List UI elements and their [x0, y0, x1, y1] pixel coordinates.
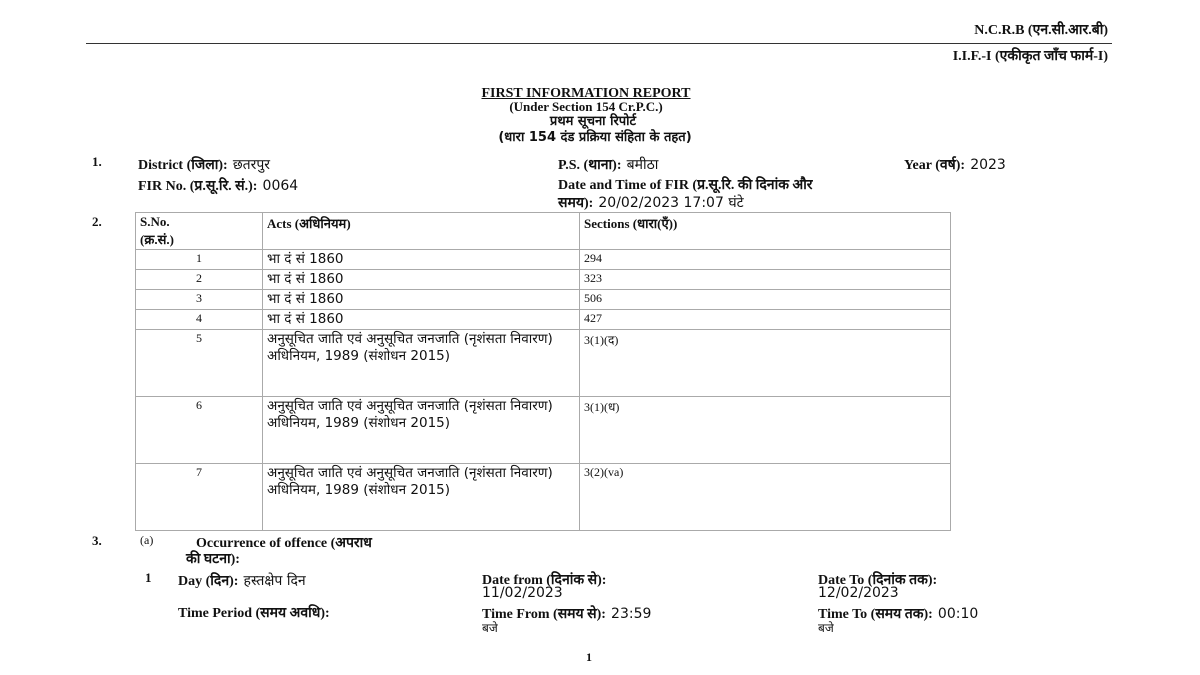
date-from-value: 11/02/2023 [482, 585, 563, 601]
row-section: 3(1)(द) [580, 330, 951, 397]
date-from-label: Date from (दिनांक से): [482, 573, 607, 588]
occurrence-row-number: 1 [145, 570, 152, 585]
table-row [136, 464, 951, 531]
year-label: Year (वर्ष): [904, 158, 966, 173]
day-value: हस्तक्षेप दिन [243, 573, 306, 589]
section-1-number: 1. [92, 154, 102, 169]
row-act: भा दं सं 1860 [263, 310, 580, 330]
ps-value: बमीठा [626, 157, 659, 173]
time-to-field [818, 603, 978, 623]
day-field [178, 570, 306, 590]
table-row [136, 397, 951, 464]
row-section: 323 [580, 270, 951, 290]
fir-datetime-field [558, 192, 744, 212]
sections-header: Sections (धारा(एँ)) [580, 213, 951, 250]
row-sno: 5 [136, 330, 263, 397]
year-value: 2023 [970, 157, 1006, 173]
sno-header-en: S.No. [140, 214, 170, 229]
row-sno: 3 [136, 290, 263, 310]
table-row [136, 250, 951, 270]
time-to-unit: बजे [818, 621, 834, 635]
report-title-hindi: प्रथम सूचना रिपोर्ट [549, 114, 637, 129]
sno-header [136, 213, 263, 250]
row-act: अनुसूचित जाति एवं अनुसूचित जनजाति (नृशंसता निवारण) अधिनियम, 1989 (संशोधन 2015) [263, 464, 580, 531]
acts-table [135, 212, 951, 531]
row-act: भा दं सं 1860 [263, 290, 580, 310]
district-label: District (जिला): [138, 158, 228, 173]
date-to-value: 12/02/2023 [818, 585, 899, 601]
acts-table-header [136, 213, 951, 250]
row-sno: 6 [136, 397, 263, 464]
section-2-number: 2. [92, 214, 102, 229]
row-section: 294 [580, 250, 951, 270]
acts-header: Acts (अधिनियम) [263, 213, 580, 250]
district-field [138, 154, 270, 174]
sno-header-hi: (क्र.सं.) [140, 232, 174, 247]
time-to-value: 00:10 [937, 606, 979, 622]
time-period-label: Time Period (समय अवधि): [178, 606, 330, 621]
report-subtitle-hindi: (धारा 154 दंड प्रक्रिया संहिता के तहत) [498, 130, 692, 145]
table-row [136, 270, 951, 290]
occurrence-label-2: की घटना): [186, 552, 240, 567]
row-section: 3(2)(va) [580, 464, 951, 531]
date-to-label: Date To (दिनांक तक): [818, 573, 938, 588]
district-value: छतरपुर [232, 157, 271, 173]
row-sno: 2 [136, 270, 263, 290]
fir-number-field [138, 175, 298, 195]
fir-datetime-value: 20/02/2023 17:07 घंटे [598, 195, 744, 211]
table-row [136, 330, 951, 397]
row-sno: 7 [136, 464, 263, 531]
row-act: अनुसूचित जाति एवं अनुसूचित जनजाति (नृशंसता निवारण) अधिनियम, 1989 (संशोधन 2015) [263, 330, 580, 397]
day-label: Day (दिन): [178, 574, 239, 589]
ps-label: P.S. (थाना): [558, 158, 622, 173]
fir-datetime-label: Date and Time of FIR (प्र.सू.रि. की दिनांक और [558, 178, 813, 193]
row-section: 3(1)(ध) [580, 397, 951, 464]
section-3-number: 3. [92, 533, 102, 548]
table-row [136, 310, 951, 330]
form-label: I.I.F.-I (एकीकृत जाँच फार्म-I) [952, 49, 1108, 64]
time-from-field [482, 603, 651, 623]
time-to-label: Time To (समय तक): [818, 607, 933, 622]
report-title-main: FIRST INFORMATION REPORT [481, 86, 691, 101]
report-subtitle: (Under Section 154 Cr.P.C.) [509, 99, 663, 114]
time-from-unit: बजे [482, 621, 498, 635]
table-row [136, 290, 951, 310]
ncrb-label: N.C.R.B (एन.सी.आर.बी) [974, 23, 1108, 38]
time-from-label: Time From (समय से): [482, 607, 606, 622]
fir-number-label: FIR No. (प्र.सू.रि. सं.): [138, 179, 258, 194]
row-section: 427 [580, 310, 951, 330]
row-act: अनुसूचित जाति एवं अनुसूचित जनजाति (नृशंसता निवारण) अधिनियम, 1989 (संशोधन 2015) [263, 397, 580, 464]
occurrence-label: Occurrence of offence (अपराध [196, 536, 372, 551]
fir-datetime-label-2: समय): [558, 196, 594, 211]
police-station-field [558, 154, 658, 174]
fir-number-value: 0064 [262, 178, 299, 194]
header-divider [86, 43, 1112, 44]
page-number: 1 [586, 650, 592, 664]
section-3a-marker: (a) [140, 533, 154, 547]
time-from-value: 23:59 [611, 606, 652, 622]
year-field [904, 154, 1006, 174]
row-act: भा दं सं 1860 [263, 270, 580, 290]
row-sno: 4 [136, 310, 263, 330]
row-sno: 1 [136, 250, 263, 270]
row-section: 506 [580, 290, 951, 310]
row-act: भा दं सं 1860 [263, 250, 580, 270]
